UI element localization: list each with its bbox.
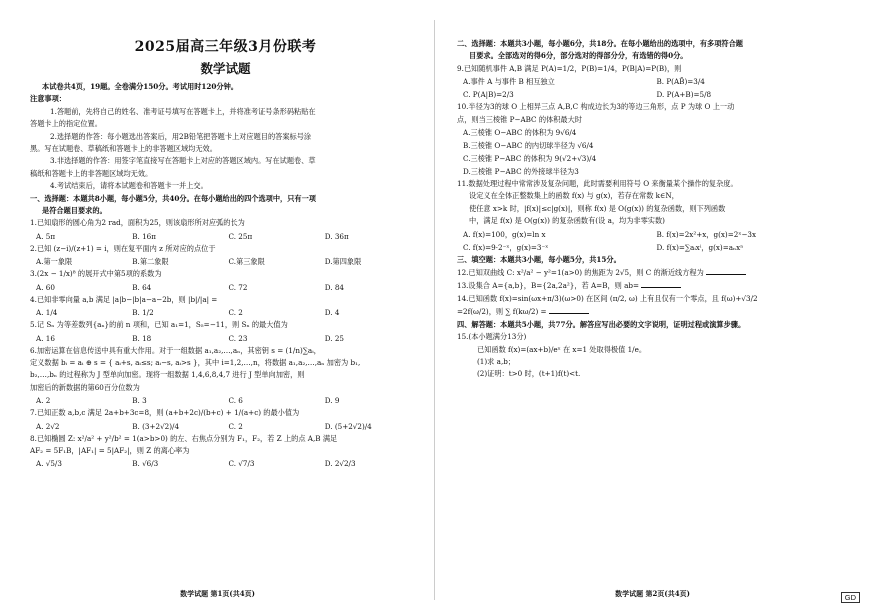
option: D.第四象限 [324, 257, 362, 267]
option: B. 64 [132, 282, 152, 292]
question-11: 11.数据处理过程中常常涉及复杂问题，此时需要利用符号 O 来衡量某个操作的复杂度。 [457, 179, 738, 189]
option: B. 1/2 [132, 308, 154, 318]
question-14-text: =2f(ω/2)，则 ∑ f(kω/2) = [457, 307, 547, 317]
option: C. 2 [228, 421, 243, 431]
option: D. 2√2/3 [324, 459, 356, 469]
option: C. P(A|B)=2/3 [463, 90, 514, 100]
option: C. 6 [228, 396, 243, 406]
question-4: 4.已知非零向量 a,b 满足 |a|b−|b|a−a−2b，则 |b|/|a| = [30, 294, 218, 304]
question-8-line: AF₂ = 5F₁B，|AF₁| = 5|AF₂|，则 Z 的离心率为 [30, 445, 190, 455]
question-11-line: 设定义在全体正整数集上的函数 f(x) 与 g(x)，若存在常数 k∈N， [469, 191, 679, 201]
section-header: 目要求。全部选对的得6分，部分选对的得部分分，有选错的得0分。 [469, 51, 688, 61]
question-10: 10.半径为3的球 O 上相异三点 A,B,C 构成边长为3的等边三角形，点 P 为球 O 上一动 [457, 102, 735, 112]
option: B. 18 [132, 333, 152, 343]
question-11-line: 使任意 x>k 时，|f(x)|≤c|g(x)|，则称 f(x) 是 O(g(x)) 的复杂函数，则下列函数 [469, 203, 726, 213]
section-header: 一、选择题：本题共8小题，每小题5分，共40分。在每小题给出的四个选项中，只有一项 [30, 193, 316, 203]
question-11-line: 中，满足 f(x) 是 O(g(x)) 的复杂函数有(设 a，均为非零实数) [469, 216, 665, 226]
q6-options [30, 394, 421, 407]
option: A. 5π [36, 231, 56, 241]
option: D.三棱锥 P−ABC 的外接球半径为3 [463, 167, 579, 177]
option: C. 25π [228, 231, 253, 241]
option: D. (5+2√2)/4 [324, 421, 372, 431]
page-2 [435, 0, 870, 615]
option: C. 2 [228, 308, 243, 318]
question-13 [457, 279, 850, 292]
question-6-line: b₂,…,bₙ 的过程称为 J 型单向加密。现将一组数据 1,4,6,8,4,7 进行 J 型单向加密，则 [30, 370, 305, 380]
question-12 [457, 266, 850, 279]
q2-options [30, 255, 421, 268]
q11-options [457, 228, 850, 254]
question-14-line [457, 305, 850, 318]
option: C.第三象限 [228, 257, 265, 267]
question-5: 5.记 Sₙ 为等差数列{aₙ}的前 n 项和，已知 a₁=1，S₅=−11，则 Sₙ 的最大值为 [30, 320, 288, 330]
option: A. √5/3 [36, 459, 62, 469]
option: C. √7/3 [228, 459, 255, 469]
q4-options [30, 306, 421, 319]
option: D. 36π [324, 231, 349, 241]
page-footer: 数学试题 第1页(共4页) [180, 589, 255, 598]
note-line: 2.选择题的作答：每小题选出答案后，用2B铅笔把答题卡上对应题目的答案标号涂 [50, 131, 312, 141]
section-header: 四、解答题：本题共5小题，共77分。解答应写出必要的文字说明，证明过程或演算步骤。 [457, 319, 746, 329]
option: B. √6/3 [132, 459, 159, 469]
question-12-text: 12.已知双曲线 C: x²/a² − y²=1(a>0) 的焦距为 2√5，则 C 的渐近线方程为 [457, 268, 704, 278]
question-6: 6.加密运算在信息传送中具有重大作用。对于一组数据 a₁,a₂,…,aₙ，其密钥 s = (1/n)∑aᵢ， [30, 345, 321, 355]
option: A. 2 [36, 396, 51, 406]
option: A. 60 [36, 282, 55, 292]
question-15: 15.(本小题满分13分) [457, 332, 527, 342]
option: B. P(AB̄)=3/4 [656, 77, 705, 87]
option: B.第二象限 [132, 257, 169, 267]
note-line: 3.非选择题的作答：用签字笔直接写在答题卡上对应的答题区域内。写在试题卷、草 [50, 156, 316, 166]
note-line: 1.答题前，先将自己的姓名、准考证号填写在答题卡上，并将准考证号条形码粘贴在 [50, 106, 316, 116]
option: A.第一象限 [36, 257, 73, 267]
question-14: 14.已知函数 f(x)=sin(ωx+π/3)(ω>0) 在区间 (π/2, ω) 上有且仅有一个零点，且 f(ω)+√3/2 [457, 293, 758, 303]
gd-badge: GD [841, 592, 860, 603]
option: A. 1/4 [36, 308, 58, 318]
question-2: 2.已知 (z−i)/(z+1) = i，则在复平面内 z 所对应的点位于 [30, 243, 216, 253]
option: C. 23 [228, 333, 248, 343]
question-10-line: 点，则当三棱锥 P−ABC 的体积最大时 [457, 114, 582, 124]
section-header: 二、选择题：本题共3小题，每小题6分，共18分。在每小题给出的选项中，有多项符合题 [457, 39, 743, 48]
answer-blank [641, 279, 681, 288]
question-3: 3.(2x − 1/x)⁸ 的展开式中第5项的系数为 [30, 269, 162, 279]
notice-title: 注意事项： [30, 94, 66, 104]
question-15-line: (1)求 a,b； [477, 356, 516, 366]
option: C. 72 [228, 282, 248, 292]
option: C. f(x)=9·2⁻ˣ，g(x)=3⁻ˣ [463, 242, 549, 252]
exam-title: 2025届高三年级3月份联考 [134, 39, 317, 55]
note-line: 黑。写在试题卷、草稿纸和答题卡上的非答题区域均无效。 [30, 144, 217, 154]
q9-options [457, 75, 850, 101]
answer-blank [549, 305, 589, 314]
question-9: 9.已知随机事件 A,B 满足 P(A)=1/2，P(B)=1/4，P(B|A)=P(B)，则 [457, 63, 682, 73]
question-15-line: (2)证明：t>0 时，(t+1)f(t)<t. [477, 369, 581, 379]
option: D. 84 [324, 282, 344, 292]
option: A.三棱锥 O−ABC 的体积为 9√6/4 [463, 128, 577, 138]
answer-blank [706, 266, 746, 275]
option: B.三棱锥 O−ABC 的内切球半径为 √6/4 [463, 141, 594, 151]
note-line: 答题卡上的指定位置。 [30, 119, 102, 129]
section-header: 是符合题目要求的。 [42, 206, 107, 216]
option: D. 9 [324, 396, 340, 406]
option: A.事件 A 与事件 B 相互独立 [463, 77, 555, 87]
option: A. 2√2 [36, 421, 60, 431]
note-line: 4.考试结束后，请将本试题卷和答题卡一并上交。 [50, 181, 208, 191]
option: B. 16π [132, 231, 156, 241]
q1-options [30, 230, 421, 243]
option: B. 3 [132, 396, 147, 406]
q5-options [30, 332, 421, 345]
option: D. 25 [324, 333, 344, 343]
q3-options [30, 281, 421, 294]
option: D. f(x)=∑aᵢxⁱ，g(x)=aₙxⁿ [656, 242, 744, 252]
question-1: 1.已知扇形的圆心角为2 rad，面积为25，则该扇形所对应弧的长为 [30, 218, 245, 228]
q8-options [30, 457, 421, 470]
question-15-line: 已知函数 f(x)=(ax+b)/eˣ 在 x=1 处取得极值 1/e。 [477, 344, 647, 354]
note-line: 稿纸和答题卡上的非答题区域均无效。 [30, 168, 153, 178]
question-13-text: 13.设集合 A={a,b}，B={2a,2a²}，若 A=B，则 ab= [457, 281, 640, 291]
q7-options [30, 420, 421, 433]
exam-info: 本试卷共4页，19题。全卷满分150分。考试用时120分钟。 [42, 82, 238, 91]
option: A. 16 [36, 333, 55, 343]
exam-subtitle: 数学试题 [200, 61, 251, 76]
question-8: 8.已知椭圆 Z: x²/a² + y²/b² = 1(a>b>0) 的左、右焦点分别为 F₁，F₂，若 Z 上的点 A,B 满足 [30, 433, 338, 443]
option: D. P(A+B)=5/8 [656, 90, 712, 100]
option: B. (3+2√2)/4 [132, 421, 180, 431]
page-footer: 数学试题 第2页(共4页) [615, 589, 690, 598]
option: C.三棱锥 P−ABC 的体积为 9(√2+√3)/4 [463, 154, 597, 164]
section-header: 三、填空题：本题共3小题，每小题5分，共15分。 [457, 254, 621, 264]
question-6-line: 定义数据 bᵢ = aᵢ ⊕ s = { aᵢ+s, aᵢ≤s; aᵢ−s, aᵢ>s }，其中 i=1,2,…,n，将数据 a₁,a₂,…,aₙ 加密为 b₁, [30, 357, 361, 367]
question-7: 7.已知正数 a,b,c 满足 2a+b+3c=8，则 (a+b+2c)/(b+c) + 1/(a+c) 的最小值为 [30, 408, 300, 418]
question-6-line: 加密后的新数据的第60百分位数为 [30, 382, 140, 392]
option: B. f(x)=2x²+x，g(x)=2ˣ−3x [656, 229, 757, 239]
option: D. 4 [324, 308, 340, 318]
option: A. f(x)=100，g(x)=ln x [463, 229, 546, 239]
